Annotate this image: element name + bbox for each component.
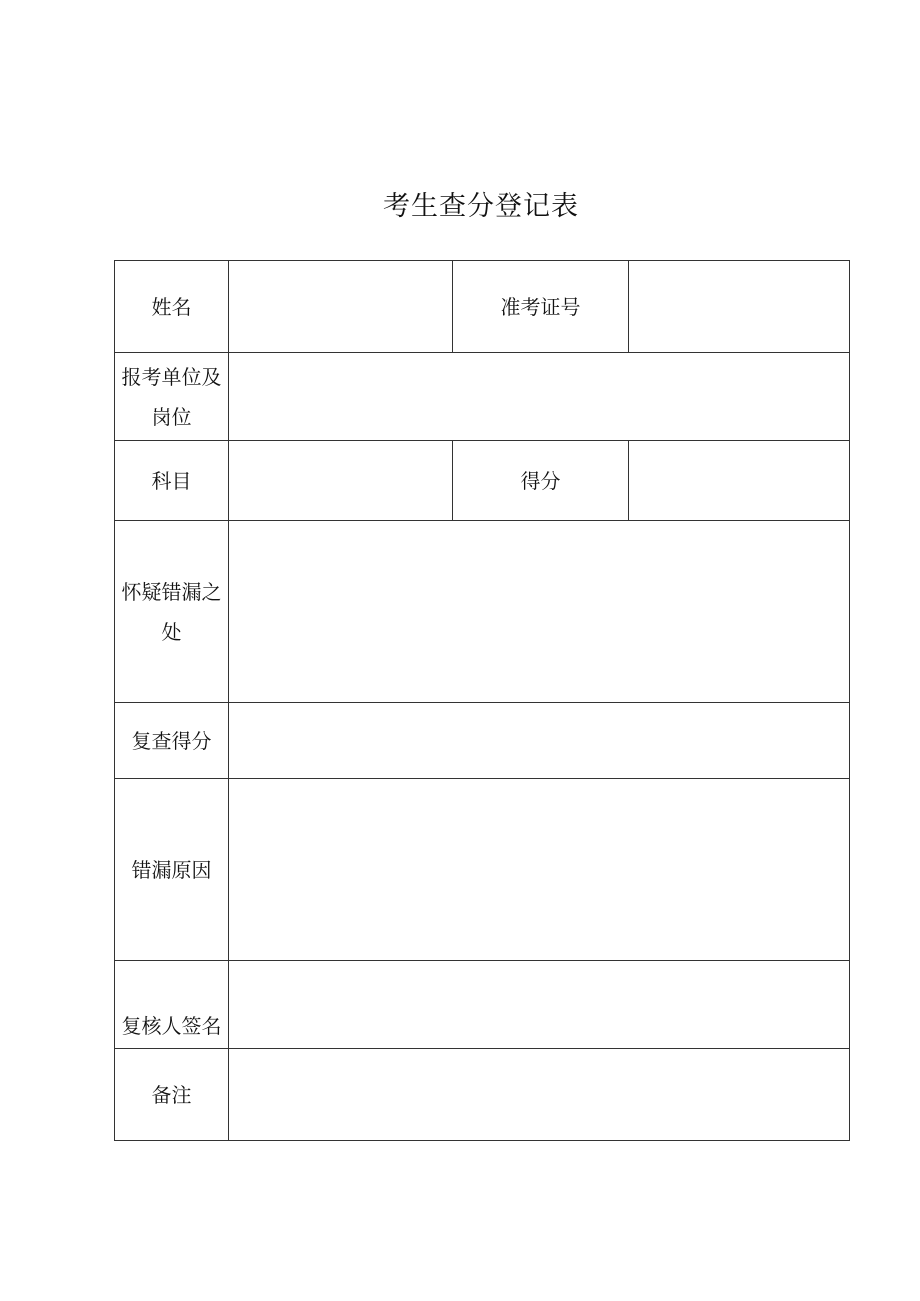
row-subject (115, 441, 850, 521)
page-title: 考生查分登记表 (383, 191, 579, 222)
error-reason-field[interactable] (229, 779, 850, 961)
row-name (115, 261, 850, 353)
doubt-field[interactable] (229, 521, 850, 703)
registration-form (114, 260, 850, 1141)
score-label: 得分 (453, 441, 629, 521)
score-field[interactable] (629, 441, 850, 521)
name-label: 姓名 (115, 261, 229, 353)
reviewer-signature-label: 复核人签名 (115, 961, 229, 1049)
row-unit (115, 353, 850, 441)
error-reason-label: 错漏原因 (115, 779, 229, 961)
unit-position-field[interactable] (229, 353, 850, 441)
name-field[interactable] (229, 261, 453, 353)
row-error-reason (115, 779, 850, 961)
row-remark (115, 1049, 850, 1141)
ticket-number-label: 准考证号 (453, 261, 629, 353)
row-recheck-score (115, 703, 850, 779)
row-doubt (115, 521, 850, 703)
recheck-score-field[interactable] (229, 703, 850, 779)
remark-field[interactable] (229, 1049, 850, 1141)
ticket-number-field[interactable] (629, 261, 850, 353)
reviewer-signature-field[interactable] (229, 961, 850, 1049)
subject-field[interactable] (229, 441, 453, 521)
remark-label: 备注 (115, 1049, 229, 1141)
row-reviewer (115, 961, 850, 1049)
recheck-score-label: 复查得分 (115, 703, 229, 779)
unit-position-label: 报考单位及岗位 (115, 353, 229, 441)
subject-label: 科目 (115, 441, 229, 521)
doubt-label: 怀疑错漏之处 (115, 521, 229, 703)
